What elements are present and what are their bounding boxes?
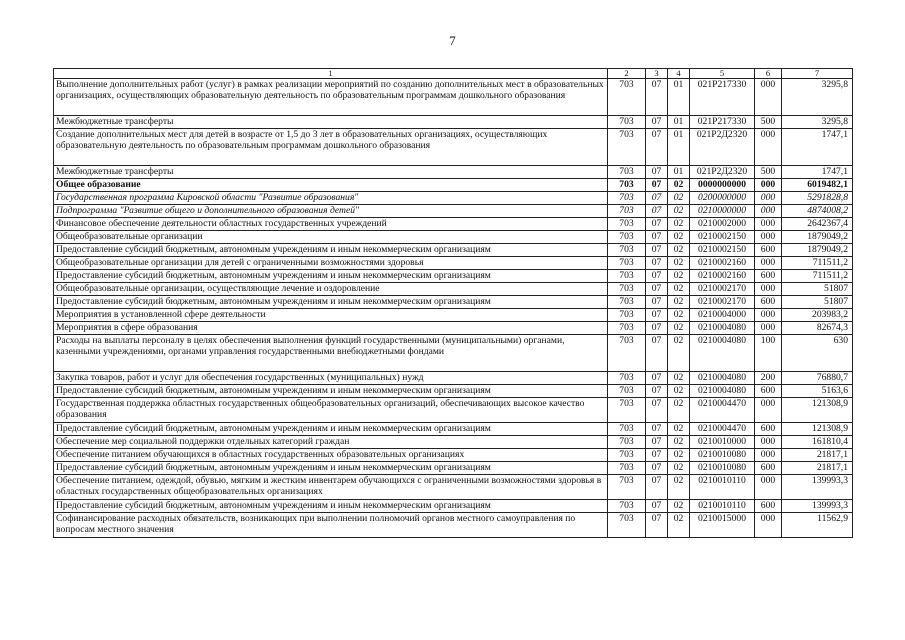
row-name-cell: Выполнение дополнительных работ (услуг) в рамках реализации мероприятий по созданию дополнительных мест в образовательных организациях, осуществляющих образовательную деятельность по образовательным программам дошкольного образования: [54, 79, 608, 116]
row-section-cell: 07: [646, 309, 668, 322]
row-name-cell: Софинансирование расходных обязательств, возникающих при выполнении полномочий органов местного самоуправления по вопросам местного значения: [54, 513, 608, 538]
row-expense-type-cell: 200: [755, 372, 782, 385]
row-section-cell: 07: [646, 257, 668, 270]
row-name-cell: Предоставление субсидий бюджетным, автономным учреждениям и иным некоммерческим организациям: [54, 500, 608, 513]
table-row: [54, 205, 853, 218]
table-row: [54, 436, 853, 449]
row-subsection-cell: 02: [668, 449, 690, 462]
row-admin-code-cell: 703: [608, 296, 646, 309]
row-admin-code-cell: 703: [608, 449, 646, 462]
row-amount-cell: 203983,2: [782, 309, 853, 322]
row-name-cell: Межбюджетные трансферты: [54, 116, 608, 129]
row-subsection-cell: 02: [668, 372, 690, 385]
row-subsection-cell: 01: [668, 79, 690, 116]
table-header-row: [54, 69, 853, 79]
table-row: [54, 385, 853, 398]
row-subsection-cell: 02: [668, 179, 690, 192]
row-amount-cell: 121308,9: [782, 423, 853, 436]
budget-table: [53, 68, 853, 538]
row-amount-cell: 6019482,1: [782, 179, 853, 192]
row-subsection-cell: 02: [668, 335, 690, 372]
row-subsection-cell: 02: [668, 475, 690, 500]
row-admin-code-cell: 703: [608, 257, 646, 270]
row-target-article-cell: 021Р217330: [690, 79, 755, 116]
row-amount-cell: 139993,3: [782, 475, 853, 500]
row-target-article-cell: 0210015000: [690, 513, 755, 538]
row-target-article-cell: 0210002160: [690, 257, 755, 270]
row-section-cell: 07: [646, 192, 668, 205]
row-expense-type-cell: 000: [755, 475, 782, 500]
row-name-cell: Общеобразовательные организации, осуществляющие лечение и оздоровление: [54, 283, 608, 296]
row-subsection-cell: 02: [668, 322, 690, 335]
table-row: [54, 513, 853, 538]
row-name-cell: Закупка товаров, работ и услуг для обеспечения государственных (муниципальных) нужд: [54, 372, 608, 385]
table-row: [54, 500, 853, 513]
row-subsection-cell: 02: [668, 309, 690, 322]
row-section-cell: 07: [646, 462, 668, 475]
table-row: [54, 218, 853, 231]
row-name-cell: Обеспечение мер социальной поддержки отдельных категорий граждан: [54, 436, 608, 449]
row-expense-type-cell: 000: [755, 398, 782, 423]
row-section-cell: 07: [646, 116, 668, 129]
row-expense-type-cell: 500: [755, 166, 782, 179]
table-row: [54, 129, 853, 166]
row-amount-cell: 121308,9: [782, 398, 853, 423]
row-amount-cell: 51807: [782, 296, 853, 309]
row-subsection-cell: 02: [668, 423, 690, 436]
row-admin-code-cell: 703: [608, 475, 646, 500]
row-admin-code-cell: 703: [608, 500, 646, 513]
row-expense-type-cell: 000: [755, 192, 782, 205]
row-section-cell: 07: [646, 283, 668, 296]
row-admin-code-cell: 703: [608, 129, 646, 166]
row-admin-code-cell: 703: [608, 513, 646, 538]
row-subsection-cell: 02: [668, 192, 690, 205]
row-subsection-cell: 02: [668, 231, 690, 244]
table-row: [54, 179, 853, 192]
page-number: 7: [449, 33, 456, 48]
row-amount-cell: 1879049,2: [782, 231, 853, 244]
row-admin-code-cell: 703: [608, 192, 646, 205]
row-expense-type-cell: 000: [755, 218, 782, 231]
header-cell-1: 1: [54, 69, 608, 79]
row-subsection-cell: 02: [668, 296, 690, 309]
row-name-cell: Предоставление субсидий бюджетным, автономным учреждениям и иным некоммерческим организациям: [54, 244, 608, 257]
row-amount-cell: 2642367,4: [782, 218, 853, 231]
table-row: [54, 449, 853, 462]
row-subsection-cell: 02: [668, 283, 690, 296]
header-cell-6: 6: [755, 69, 782, 79]
row-subsection-cell: 02: [668, 218, 690, 231]
row-name-cell: Мероприятия в установленной сфере деятельности: [54, 309, 608, 322]
row-target-article-cell: 0210004080: [690, 385, 755, 398]
row-name-cell: Финансовое обеспечение деятельности областных государственных учреждений: [54, 218, 608, 231]
row-target-article-cell: 021Р2Д2320: [690, 129, 755, 166]
row-target-article-cell: 021Р217330: [690, 116, 755, 129]
row-amount-cell: 139993,3: [782, 500, 853, 513]
header-cell-7: 7: [782, 69, 853, 79]
row-name-cell: Предоставление субсидий бюджетным, автономным учреждениям и иным некоммерческим организациям: [54, 270, 608, 283]
row-admin-code-cell: 703: [608, 205, 646, 218]
row-admin-code-cell: 703: [608, 244, 646, 257]
row-admin-code-cell: 703: [608, 423, 646, 436]
row-target-article-cell: 0210002000: [690, 218, 755, 231]
row-admin-code-cell: 703: [608, 231, 646, 244]
row-amount-cell: 711511,2: [782, 270, 853, 283]
row-amount-cell: 3295,8: [782, 79, 853, 116]
row-expense-type-cell: 000: [755, 257, 782, 270]
row-expense-type-cell: 000: [755, 205, 782, 218]
row-name-cell: Мероприятия в сфере образования: [54, 322, 608, 335]
row-admin-code-cell: 703: [608, 322, 646, 335]
row-subsection-cell: 02: [668, 205, 690, 218]
table-row: [54, 79, 853, 116]
row-expense-type-cell: 600: [755, 296, 782, 309]
row-section-cell: 07: [646, 218, 668, 231]
row-target-article-cell: 0210010000: [690, 436, 755, 449]
row-admin-code-cell: 703: [608, 385, 646, 398]
row-expense-type-cell: 000: [755, 436, 782, 449]
table-row: [54, 270, 853, 283]
row-admin-code-cell: 703: [608, 283, 646, 296]
header-cell-5: 5: [690, 69, 755, 79]
row-target-article-cell: 0210010110: [690, 500, 755, 513]
row-expense-type-cell: 600: [755, 462, 782, 475]
table-row: [54, 335, 853, 372]
table-row: [54, 244, 853, 257]
row-name-cell: Предоставление субсидий бюджетным, автономным учреждениям и иным некоммерческим организациям: [54, 423, 608, 436]
row-target-article-cell: 0210002150: [690, 244, 755, 257]
row-name-cell: Расходы на выплаты персоналу в целях обеспечения выполнения функций государственными (муниципальными) органами, казенными учреждениями, органами управления государственными внебюджетными фондами: [54, 335, 608, 372]
row-name-cell: Общеобразовательные организации для детей с ограниченными возможностями здоровья: [54, 257, 608, 270]
row-name-cell: Государственная поддержка областных государственных общеобразовательных организаций, обеспечивающих высокое качество образования: [54, 398, 608, 423]
row-section-cell: 07: [646, 79, 668, 116]
table-row: [54, 192, 853, 205]
row-name-cell: Общеобразовательные организации: [54, 231, 608, 244]
row-expense-type-cell: 600: [755, 270, 782, 283]
row-subsection-cell: 02: [668, 244, 690, 257]
row-target-article-cell: 0210010110: [690, 475, 755, 500]
table-row: [54, 309, 853, 322]
row-name-cell: Создание дополнительных мест для детей в возрасте от 1,5 до 3 лет в образовательных организациях, осуществляющих образовательную деятельность по образовательным программам дошкольного образования: [54, 129, 608, 166]
row-amount-cell: 3295,8: [782, 116, 853, 129]
row-name-cell: Общее образование: [54, 179, 608, 192]
row-amount-cell: 711511,2: [782, 257, 853, 270]
row-expense-type-cell: 600: [755, 244, 782, 257]
row-section-cell: 07: [646, 205, 668, 218]
row-expense-type-cell: 100: [755, 335, 782, 372]
row-expense-type-cell: 600: [755, 423, 782, 436]
row-expense-type-cell: 000: [755, 231, 782, 244]
row-section-cell: 07: [646, 270, 668, 283]
row-target-article-cell: 0210010080: [690, 449, 755, 462]
row-expense-type-cell: 600: [755, 500, 782, 513]
table-row: [54, 257, 853, 270]
row-target-article-cell: 0210004470: [690, 398, 755, 423]
row-section-cell: 07: [646, 166, 668, 179]
row-amount-cell: 82674,3: [782, 322, 853, 335]
row-subsection-cell: 01: [668, 116, 690, 129]
row-amount-cell: 21817,1: [782, 449, 853, 462]
row-name-cell: Государственная программа Кировской области "Развитие образования": [54, 192, 608, 205]
row-admin-code-cell: 703: [608, 116, 646, 129]
row-admin-code-cell: 703: [608, 335, 646, 372]
row-target-article-cell: 0210004080: [690, 322, 755, 335]
row-section-cell: 07: [646, 231, 668, 244]
row-admin-code-cell: 703: [608, 372, 646, 385]
table-row: [54, 283, 853, 296]
row-amount-cell: 630: [782, 335, 853, 372]
row-expense-type-cell: 500: [755, 116, 782, 129]
table-row: [54, 372, 853, 385]
row-admin-code-cell: 703: [608, 398, 646, 423]
row-subsection-cell: 02: [668, 513, 690, 538]
row-name-cell: Предоставление субсидий бюджетным, автономным учреждениям и иным некоммерческим организациям: [54, 296, 608, 309]
row-expense-type-cell: 000: [755, 129, 782, 166]
table-row: [54, 116, 853, 129]
row-amount-cell: 51807: [782, 283, 853, 296]
row-admin-code-cell: 703: [608, 270, 646, 283]
row-subsection-cell: 02: [668, 257, 690, 270]
row-amount-cell: 76880,7: [782, 372, 853, 385]
row-admin-code-cell: 703: [608, 462, 646, 475]
row-subsection-cell: 02: [668, 436, 690, 449]
row-target-article-cell: 0210004000: [690, 309, 755, 322]
header-cell-3: 3: [646, 69, 668, 79]
row-subsection-cell: 01: [668, 166, 690, 179]
row-name-cell: Предоставление субсидий бюджетным, автономным учреждениям и иным некоммерческим организациям: [54, 385, 608, 398]
table-row: [54, 398, 853, 423]
row-section-cell: 07: [646, 296, 668, 309]
row-amount-cell: 5163,6: [782, 385, 853, 398]
row-amount-cell: 161810,4: [782, 436, 853, 449]
row-target-article-cell: 021Р2Д2320: [690, 166, 755, 179]
table-row: [54, 322, 853, 335]
row-amount-cell: 4874008,2: [782, 205, 853, 218]
row-amount-cell: 21817,1: [782, 462, 853, 475]
row-subsection-cell: 02: [668, 385, 690, 398]
table-row: [54, 475, 853, 500]
row-section-cell: 07: [646, 129, 668, 166]
row-admin-code-cell: 703: [608, 79, 646, 116]
row-admin-code-cell: 703: [608, 436, 646, 449]
row-admin-code-cell: 703: [608, 218, 646, 231]
row-expense-type-cell: 000: [755, 449, 782, 462]
row-section-cell: 07: [646, 475, 668, 500]
row-expense-type-cell: 000: [755, 79, 782, 116]
row-target-article-cell: 0000000000: [690, 179, 755, 192]
table-row: [54, 166, 853, 179]
row-amount-cell: 1747,1: [782, 166, 853, 179]
row-name-cell: Обеспечение питанием, одеждой, обувью, мягким и жестким инвентарем обучающихся с ограниченными возможностями здоровья в областных государственных общеобразовательных организациях: [54, 475, 608, 500]
row-section-cell: 07: [646, 372, 668, 385]
row-expense-type-cell: 000: [755, 322, 782, 335]
row-subsection-cell: 02: [668, 398, 690, 423]
table-row: [54, 296, 853, 309]
row-section-cell: 07: [646, 322, 668, 335]
row-section-cell: 07: [646, 436, 668, 449]
row-admin-code-cell: 703: [608, 309, 646, 322]
row-target-article-cell: 0210002150: [690, 231, 755, 244]
row-subsection-cell: 02: [668, 462, 690, 475]
table-row: [54, 462, 853, 475]
row-target-article-cell: 0210002170: [690, 283, 755, 296]
row-section-cell: 07: [646, 335, 668, 372]
row-section-cell: 07: [646, 398, 668, 423]
row-target-article-cell: 0210004080: [690, 335, 755, 372]
row-target-article-cell: 0210002170: [690, 296, 755, 309]
row-expense-type-cell: 000: [755, 309, 782, 322]
row-admin-code-cell: 703: [608, 166, 646, 179]
row-section-cell: 07: [646, 179, 668, 192]
row-name-cell: Обеспечение питанием обучающихся в областных государственных образовательных организациях: [54, 449, 608, 462]
row-subsection-cell: 01: [668, 129, 690, 166]
row-amount-cell: 1747,1: [782, 129, 853, 166]
row-expense-type-cell: 000: [755, 179, 782, 192]
row-expense-type-cell: 600: [755, 385, 782, 398]
row-expense-type-cell: 000: [755, 283, 782, 296]
header-cell-2: 2: [608, 69, 646, 79]
header-cell-4: 4: [668, 69, 690, 79]
row-subsection-cell: 02: [668, 500, 690, 513]
row-target-article-cell: 0210004080: [690, 372, 755, 385]
row-target-article-cell: 0210002160: [690, 270, 755, 283]
row-amount-cell: 1879049,2: [782, 244, 853, 257]
table-row: [54, 231, 853, 244]
row-expense-type-cell: 000: [755, 513, 782, 538]
row-admin-code-cell: 703: [608, 179, 646, 192]
row-amount-cell: 11562,9: [782, 513, 853, 538]
row-subsection-cell: 02: [668, 270, 690, 283]
row-section-cell: 07: [646, 449, 668, 462]
row-section-cell: 07: [646, 385, 668, 398]
row-name-cell: Подпрограмма "Развитие общего и дополнительного образования детей": [54, 205, 608, 218]
row-section-cell: 07: [646, 513, 668, 538]
row-name-cell: Предоставление субсидий бюджетным, автономным учреждениям и иным некоммерческим организациям: [54, 462, 608, 475]
row-amount-cell: 5291828,8: [782, 192, 853, 205]
row-name-cell: Межбюджетные трансферты: [54, 166, 608, 179]
table-row: [54, 423, 853, 436]
row-target-article-cell: 0200000000: [690, 192, 755, 205]
row-section-cell: 07: [646, 500, 668, 513]
row-section-cell: 07: [646, 423, 668, 436]
row-target-article-cell: 0210010080: [690, 462, 755, 475]
row-target-article-cell: 0210000000: [690, 205, 755, 218]
row-section-cell: 07: [646, 244, 668, 257]
row-target-article-cell: 0210004470: [690, 423, 755, 436]
